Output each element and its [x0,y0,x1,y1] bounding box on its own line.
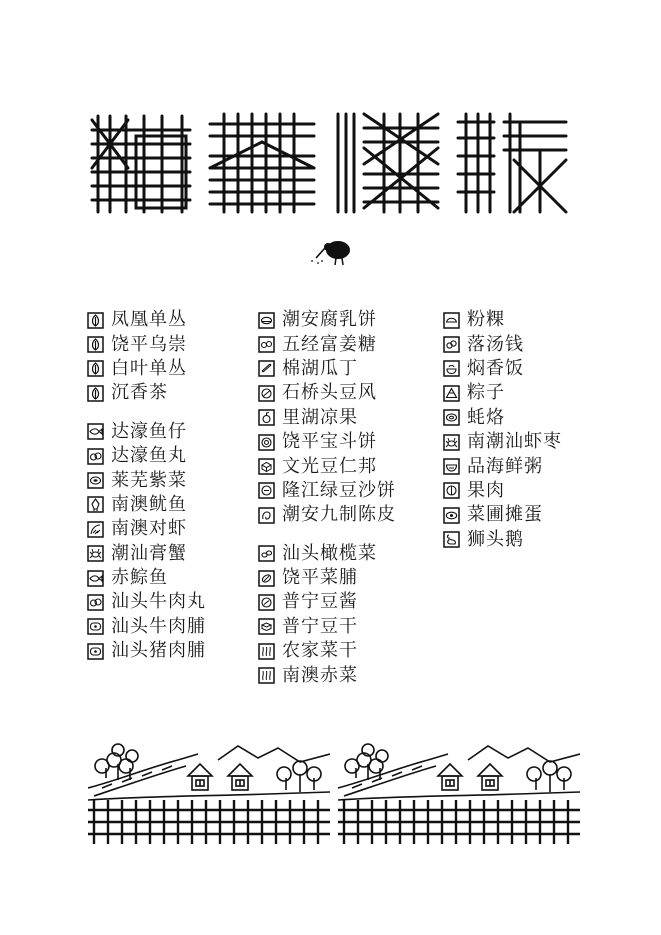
cake-icon [258,434,275,451]
item-label: 沉香茶 [111,382,168,404]
list-item [258,381,396,405]
list-item [258,503,396,527]
item-label: 饶平宝斗饼 [282,431,377,453]
bean-icon [258,385,275,402]
leaf-icon [87,360,104,377]
menu-group-preserves [258,542,396,688]
list-item [87,639,206,663]
leaf-icon [87,336,104,353]
cake-icon [258,312,275,329]
item-label: 里湖凉果 [282,406,358,428]
item-label: 棉湖瓜丁 [282,357,358,379]
list-item [258,590,396,614]
coin-icon [443,336,460,353]
village-illustration [338,738,580,848]
list-item [87,381,206,405]
list-item [258,308,396,332]
item-label: 粉粿 [467,309,505,331]
list-item [87,566,206,590]
sauce-icon [258,594,275,611]
item-label: 南潮汕虾枣 [467,431,562,453]
peel-icon [258,507,275,524]
item-label: 达濠鱼仔 [111,420,187,442]
list-item [258,332,396,356]
title-block [88,108,568,218]
list-item [87,590,206,614]
tofu-icon [258,618,275,635]
list-item [443,406,562,430]
cake-icon [258,482,275,499]
squid-icon [87,496,104,513]
fruit-icon [258,409,275,426]
menu-column-2 [258,308,396,702]
list-item [258,454,396,478]
item-label: 南澳鱿鱼 [111,493,187,515]
crab-icon [443,434,460,451]
item-label: 饶平菜脯 [282,567,358,589]
item-label: 潮安腐乳饼 [282,309,377,331]
crab-icon [87,545,104,562]
dried-veg-icon [258,643,275,660]
list-item [443,479,562,503]
item-label: 饶平乌崇 [111,333,187,355]
list-item [258,357,396,381]
list-item [258,542,396,566]
item-label: 文光豆仁邦 [282,455,377,477]
ball-icon [87,448,104,465]
item-label: 赤鯮鱼 [111,567,168,589]
item-label: 果肉 [467,479,505,501]
list-item [87,308,206,332]
list-item [87,517,206,541]
menu-column-3 [443,308,562,566]
item-label: 潮安九制陈皮 [282,504,396,526]
list-item [443,381,562,405]
list-item [443,357,562,381]
list-item [258,406,396,430]
menu-group-tea [87,308,206,406]
item-label: 隆江绿豆沙饼 [282,479,396,501]
item-label: 农家菜干 [282,640,358,662]
item-label: 汕头牛肉丸 [111,591,206,613]
list-item [443,503,562,527]
list-item [443,332,562,356]
jerky-icon [87,618,104,635]
oyster-icon [443,409,460,426]
list-item [443,528,562,552]
zongzi-icon [443,385,460,402]
menu-column-1 [87,308,206,677]
item-label: 南澳对虾 [111,518,187,540]
list-item [443,454,562,478]
item-label: 普宁豆酱 [282,591,358,613]
menu-group-dishes [443,308,562,552]
box-icon [258,458,275,475]
fruit-icon [443,482,460,499]
kiwi-bird-icon [308,234,356,266]
item-label: 菜圃摊蛋 [467,504,543,526]
item-label: 五经富姜糖 [282,333,377,355]
item-label: 南澳赤菜 [282,664,358,686]
menu-group-snacks [258,308,396,528]
list-item [87,357,206,381]
menu-group-seafood [87,420,206,664]
egg-icon [443,507,460,524]
leaf-icon [87,385,104,402]
item-label: 蚝烙 [467,406,505,428]
list-item [87,615,206,639]
list-item [87,468,206,492]
item-label: 汕头牛肉脯 [111,615,206,637]
seaweed-icon [87,472,104,489]
item-label: 普宁豆干 [282,615,358,637]
fish-icon [87,423,104,440]
list-item [258,663,396,687]
ball-icon [87,594,104,611]
dumpling-icon [443,312,460,329]
list-item [258,566,396,590]
bowl-icon [443,458,460,475]
dried-veg-icon [258,667,275,684]
list-item [87,420,206,444]
list-item [443,308,562,332]
shrimp-icon [87,521,104,538]
melon-icon [258,360,275,377]
item-label: 汕头猪肉脯 [111,640,206,662]
olive-icon [258,545,275,562]
item-label: 落汤钱 [467,333,524,355]
list-item [87,542,206,566]
item-label: 狮头鹅 [467,528,524,550]
list-item [443,430,562,454]
list-item [87,444,206,468]
item-label: 焖香饭 [467,357,524,379]
village-illustration [88,738,330,848]
item-label: 凤凰单丛 [111,309,187,331]
list-item [87,332,206,356]
list-item [258,479,396,503]
list-item [258,615,396,639]
radish-icon [258,570,275,587]
item-label: 潮汕膏蟹 [111,542,187,564]
item-label: 品海鲜粥 [467,455,543,477]
item-label: 汕头橄榄菜 [282,542,377,564]
item-label: 达濠鱼丸 [111,445,187,467]
item-label: 粽子 [467,382,505,404]
list-item [258,430,396,454]
list-item [258,639,396,663]
item-label: 莱芜紫菜 [111,469,187,491]
goose-icon [443,531,460,548]
list-item [87,493,206,517]
item-label: 白叶单丛 [111,357,187,379]
fish-icon [87,570,104,587]
leaf-icon [87,312,104,329]
candy-icon [258,336,275,353]
rice-icon [443,360,460,377]
jerky-icon [87,643,104,660]
item-label: 石桥头豆风 [282,382,377,404]
